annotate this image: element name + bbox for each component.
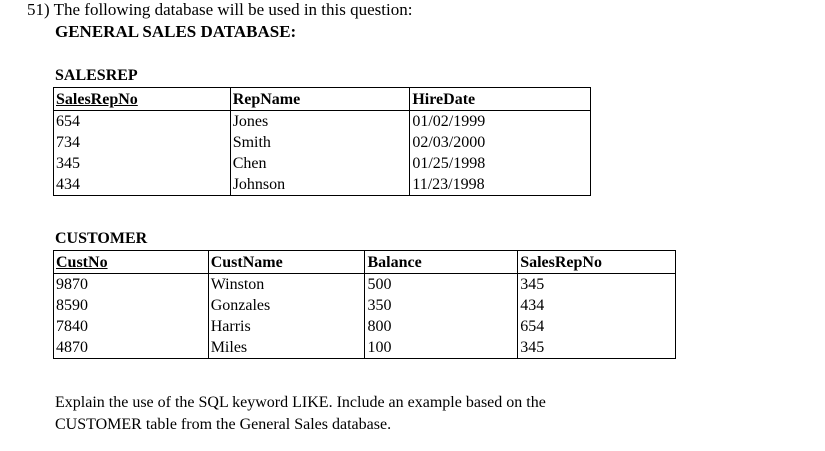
column-header: Balance — [365, 251, 518, 274]
column-header: SalesRepNo — [54, 88, 231, 111]
table-cell: Miles — [208, 337, 365, 359]
salesrep-table-title: SALESREP — [55, 67, 138, 84]
table-cell: 02/03/2000 — [410, 132, 591, 153]
salesrep-table — [53, 87, 591, 196]
question-prompt — [55, 392, 675, 436]
table-cell: 8590 — [54, 295, 209, 316]
table-row — [54, 174, 591, 196]
column-header: CustNo — [54, 251, 209, 274]
table-cell: 654 — [54, 111, 231, 133]
column-header: RepName — [230, 88, 410, 111]
table-cell: 100 — [365, 337, 518, 359]
customer-table — [53, 250, 676, 359]
prompt-line: CUSTOMER table from the General Sales database. — [55, 416, 392, 433]
table-cell: 01/02/1999 — [410, 111, 591, 133]
table-cell: Johnson — [230, 174, 410, 196]
table-cell: 434 — [54, 174, 231, 196]
table-cell: Winston — [208, 274, 365, 296]
table-row — [54, 295, 676, 316]
column-header: CustName — [208, 251, 365, 274]
table-cell: 350 — [365, 295, 518, 316]
table-cell: Jones — [230, 111, 410, 133]
table-cell: 9870 — [54, 274, 209, 296]
table-cell: Chen — [230, 153, 410, 174]
table-header-row — [54, 88, 591, 111]
database-title: GENERAL SALES DATABASE: — [55, 22, 297, 41]
table-row — [54, 274, 676, 296]
table-cell: 800 — [365, 316, 518, 337]
table-cell: 01/25/1998 — [410, 153, 591, 174]
table-cell: 7840 — [54, 316, 209, 337]
table-cell: 11/23/1998 — [410, 174, 591, 196]
table-row — [54, 153, 591, 174]
prompt-line: Explain the use of the SQL keyword LIKE. Include an example based on the — [55, 394, 546, 411]
table-cell: 345 — [54, 153, 231, 174]
table-cell: 345 — [518, 337, 676, 359]
table-cell: 4870 — [54, 337, 209, 359]
table-cell: 500 — [365, 274, 518, 296]
table-cell: Gonzales — [208, 295, 365, 316]
table-cell: 734 — [54, 132, 231, 153]
table-row — [54, 337, 676, 359]
table-cell: Smith — [230, 132, 410, 153]
column-header: SalesRepNo — [518, 251, 676, 274]
table-cell: 434 — [518, 295, 676, 316]
customer-table-title: CUSTOMER — [55, 230, 148, 247]
table-row — [54, 111, 591, 133]
table-cell: 654 — [518, 316, 676, 337]
table-row — [54, 132, 591, 153]
table-header-row — [54, 251, 676, 274]
column-header: HireDate — [410, 88, 591, 111]
table-cell: 345 — [518, 274, 676, 296]
table-cell: Harris — [208, 316, 365, 337]
table-row — [54, 316, 676, 337]
question-text: 51) The following database will be used in this question: — [27, 0, 413, 19]
